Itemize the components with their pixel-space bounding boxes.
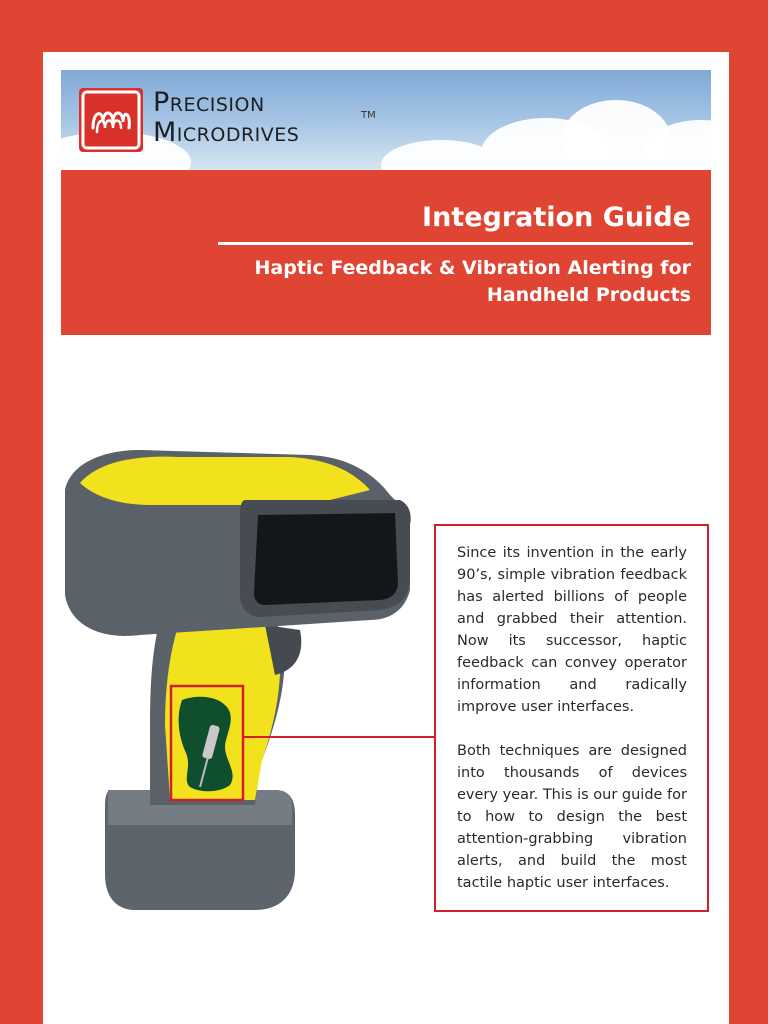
brand-name-line2: Microdrives	[153, 117, 300, 148]
brand-wordmark	[153, 88, 299, 148]
intro-paragraph-2: Both techniques are designed into thousands of devices every year. This is our guide for to how to design the best attention-grabbing vibration alerts, and build the most tactile haptic user interfaces.	[457, 743, 687, 891]
document-title: Integration Guide	[422, 202, 691, 233]
callout-connector	[243, 736, 436, 738]
brand-name-line1: Precision	[153, 87, 265, 118]
scanner-head-accent	[80, 457, 370, 505]
trademark-symbol: TM	[361, 110, 376, 121]
intro-callout	[434, 524, 709, 912]
scanner-window	[254, 513, 398, 605]
title-divider	[218, 242, 693, 245]
barcode-scanner-icon	[10, 395, 430, 915]
sky-banner	[61, 70, 711, 170]
title-band	[61, 170, 711, 335]
precision-microdrives-logo-icon	[79, 88, 143, 152]
intro-paragraph-1: Since its invention in the early 90’s, simple vibration feedback has alerted billions of people and grabbed their attention. Now its successor, haptic feedback can convey operator information and radically improve user interfaces.	[457, 545, 687, 715]
document-subtitle: Haptic Feedback & Vibration Alerting for Handheld Products	[254, 257, 691, 306]
